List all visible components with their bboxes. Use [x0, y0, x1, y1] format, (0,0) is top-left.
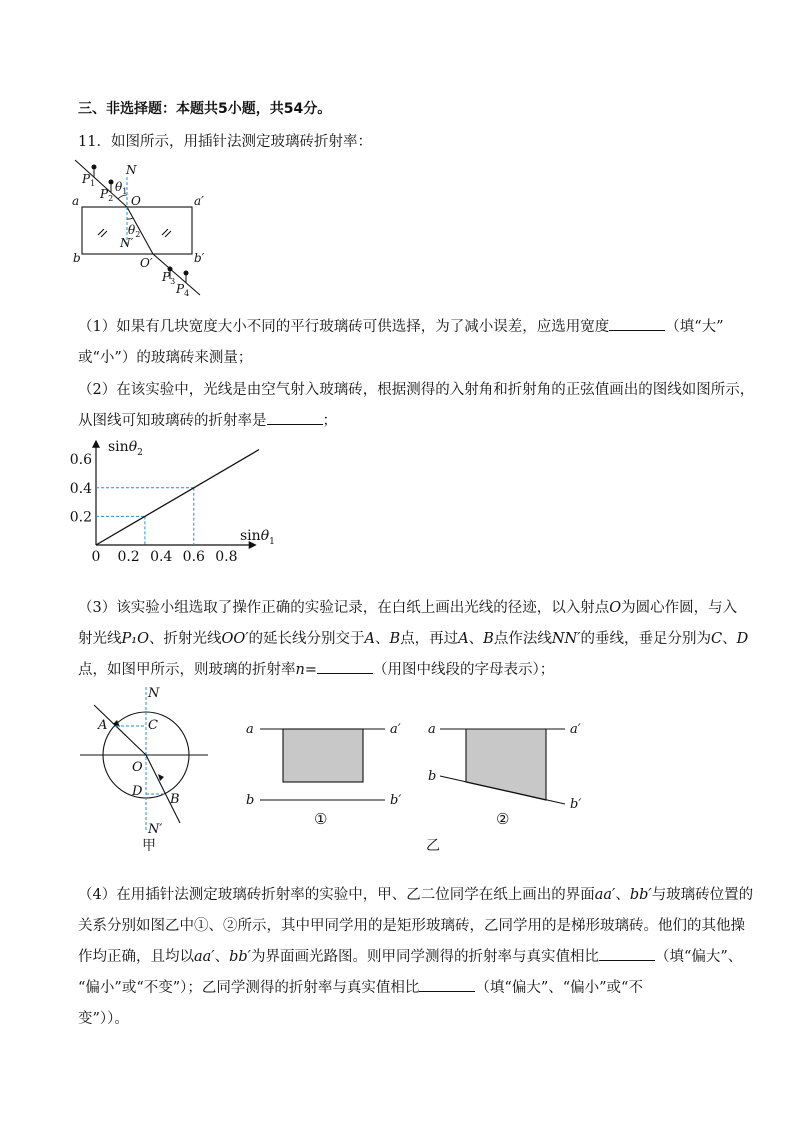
label-ap: a′ [194, 194, 204, 208]
label-p2: $P_2$ [100, 187, 114, 203]
label-p3: $P_3$ [162, 270, 176, 286]
y-axis-label: sinθ$_2$ [108, 439, 143, 458]
label-p4: $P_4$ [176, 282, 190, 298]
sub-figure-2: ② [496, 810, 510, 828]
part2-line1: （2）在该实验中，光线是由空气射入玻璃砖，根据测得的入射角和折射角的正弦值画出的图线如图所示， [78, 382, 755, 398]
label-n: N [126, 163, 137, 177]
angle-arc [127, 218, 133, 219]
label-theta1: $\theta_1$ [115, 180, 128, 196]
label-o: O [132, 760, 143, 775]
figure-caption: 甲 [142, 838, 156, 854]
x-tick-label: 0.6 [182, 549, 205, 565]
part2-line2: 从图线可知玻璃砖的折射率是 ； [78, 409, 337, 430]
label-a: a [72, 194, 80, 208]
label-n: N [148, 686, 160, 701]
sine-chart [70, 435, 300, 575]
label-bp: b′ [194, 251, 205, 265]
part1-line1: （1）如果有几块宽度大小不同的平行玻璃砖可供选择，为了减小误差，应选用宽度 （填“大” [78, 315, 724, 336]
part4-line3: 作均正确，且均以aa′、bb′为界面画光路图。则甲同学测得的折射率与真实值相比 （填“偏大”、 [78, 945, 742, 966]
slab-hatch [98, 229, 104, 235]
x-tick-label: 0 [91, 549, 101, 565]
x-axis-label: sinθ$_1$ [240, 528, 275, 547]
part4-line2: 关系分别如图乙中①、②所示，其中甲同学用的是矩形玻璃砖，乙同学用的是梯形玻璃砖。他们的其他操 [78, 918, 745, 934]
label-a: a [428, 722, 436, 737]
part4-line1: （4）在用插针法测定玻璃砖折射率的实验中，甲、乙二位同学在纸上画出的界面aa′、bb′与玻璃砖位置的 [78, 887, 754, 903]
sub-figure-1: ① [314, 810, 328, 828]
x-tick-label: 0.4 [150, 549, 173, 565]
label-p1: $P_1$ [82, 172, 96, 188]
glass-slab-figure [70, 155, 220, 300]
y-tick-label: 0.6 [69, 452, 92, 469]
label-c: C [148, 718, 158, 733]
label-b: B [170, 792, 180, 807]
label-b: b [246, 793, 255, 808]
section-title: 三、非选择题：本题共5小题，共54分。 [78, 101, 332, 117]
label-o: O [131, 194, 141, 208]
interface-figure [240, 710, 610, 860]
label-b: b [428, 769, 437, 784]
part3-line3: 点，如图甲所示，则玻璃的折射率n= （用图中线段的字母表示）； [78, 658, 554, 679]
label-bp: b′ [390, 793, 402, 808]
slab-hatch [165, 231, 171, 237]
x-tick-label: 0.2 [117, 549, 140, 565]
label-ap: a′ [570, 722, 581, 737]
part3-line1: （3）该实验小组选取了操作正确的实验记录，在白纸上画出光线的径迹，以入射点O为圆心作圆，与入 [78, 600, 738, 616]
data-line [96, 450, 259, 545]
label-ap: a′ [390, 722, 401, 737]
answer-blank[interactable] [267, 410, 323, 425]
label-bp: b′ [570, 797, 582, 812]
slab-hatch [101, 231, 107, 237]
question-intro: 11．如图所示，用插针法测定玻璃砖折射率： [78, 134, 372, 150]
label-a: a [246, 722, 254, 737]
rect-glass [283, 729, 363, 782]
figure-caption: 乙 [426, 838, 440, 854]
label-op: O′ [140, 256, 153, 270]
part1-line2: 或“小”）的玻璃砖来测量； [78, 350, 253, 366]
y-tick-label: 0.2 [69, 509, 92, 526]
y-tick-label: 0.4 [69, 480, 92, 497]
label-theta2: $\theta_2$ [128, 223, 141, 239]
part4-line5: 变”））。 [78, 1011, 129, 1027]
label-d: D [132, 784, 143, 799]
answer-blank[interactable] [317, 659, 373, 674]
part4-line4: “偏小”或“不变”）；乙同学测得的折射率与真实值相比 （填“偏大”、“偏小”或“不 [78, 976, 643, 997]
answer-blank[interactable] [609, 316, 665, 331]
answer-blank[interactable] [599, 946, 655, 961]
label-np: N′ [120, 236, 134, 250]
answer-blank[interactable] [419, 977, 475, 992]
refracted-ray [146, 755, 180, 823]
label-np: N′ [148, 822, 163, 837]
circle-figure [80, 685, 215, 860]
trapezoid-glass [466, 729, 546, 800]
slab-hatch [162, 229, 168, 235]
part3-line2: 射光线P₁O、折射光线OO′的延长线分别交于A、B点，再过A、B点作法线NN′的垂线，垂足分别为C、D [78, 631, 749, 647]
label-a: A [98, 718, 108, 733]
y-axis-arrow [92, 440, 100, 448]
x-tick-label: 0.8 [215, 549, 238, 565]
label-b: b [73, 251, 81, 265]
